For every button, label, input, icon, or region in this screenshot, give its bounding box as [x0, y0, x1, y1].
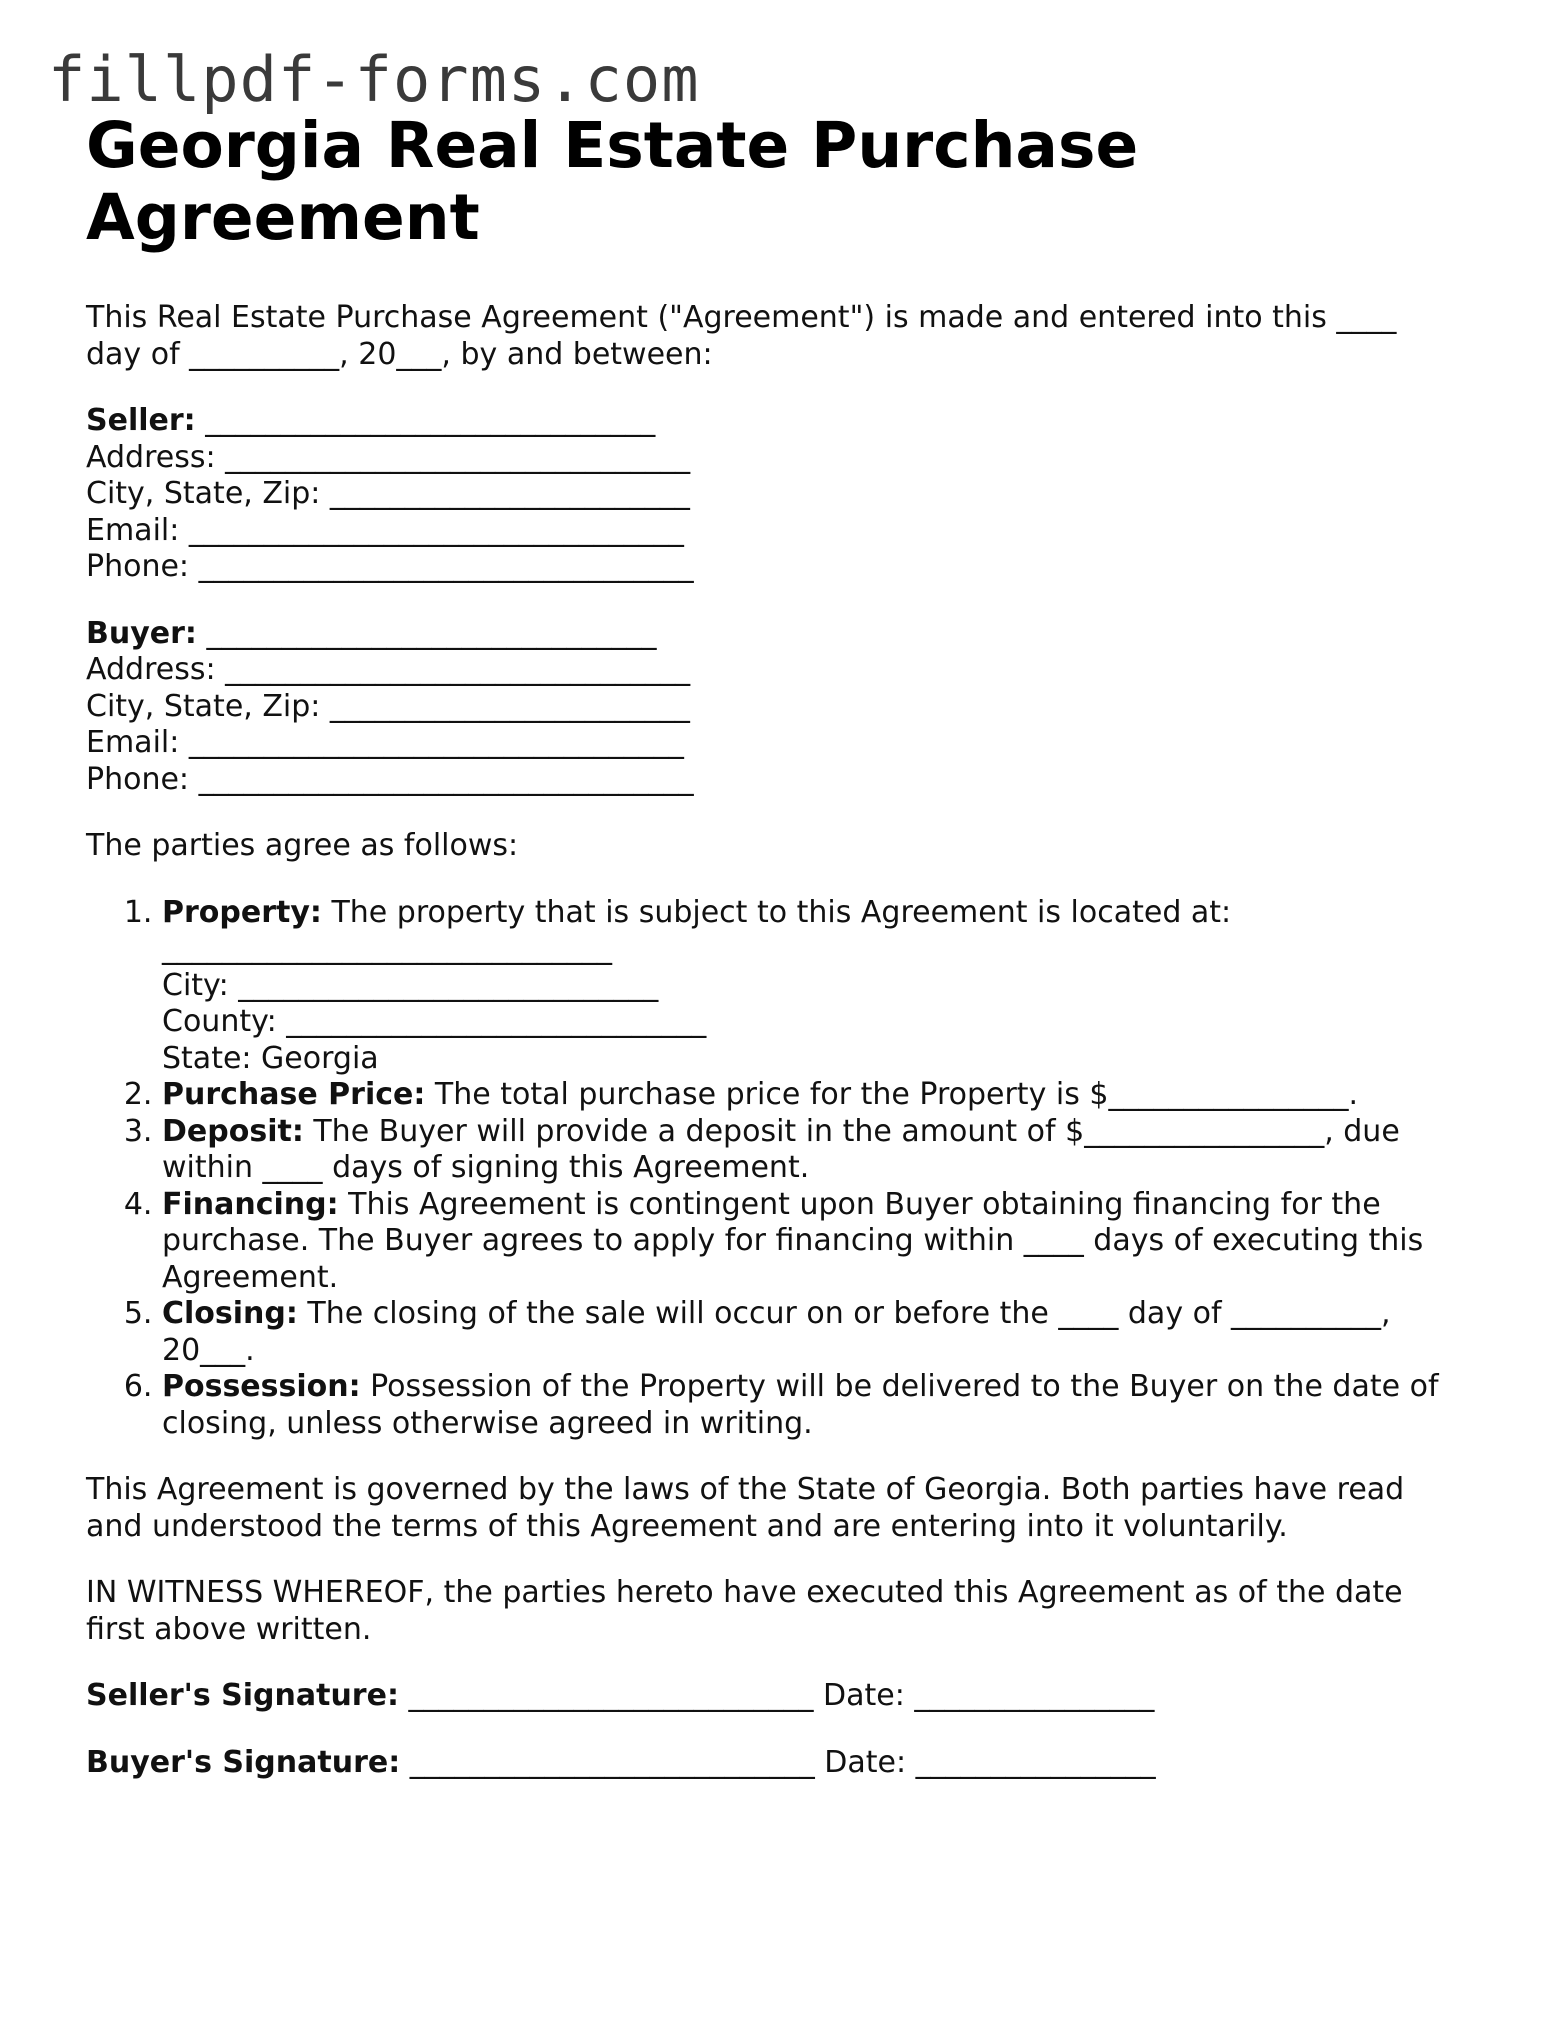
buyer-address: Address: _______________________________	[86, 652, 691, 687]
seller-signature-label: Seller's Signature:	[86, 1678, 399, 1713]
term-property	[162, 895, 1486, 1078]
buyer-signature-blank: ___________________________ Date: ________________	[400, 1744, 1156, 1780]
intro-paragraph: This Real Estate Purchase Agreement ("Agreement") is made and entered into this ____ day of __________, 20___, by and between:	[86, 300, 1397, 372]
buyer-signature-label: Buyer's Signature:	[86, 1744, 401, 1780]
term-possession	[162, 1369, 1486, 1442]
term-label: Purchase Price:	[162, 1077, 426, 1112]
seller-phone: Phone: _________________________________	[86, 549, 694, 584]
governing-law-paragraph: This Agreement is governed by the laws of the State of Georgia. Both parties have read and understood the terms of this Agreement and are entering into it voluntarily.	[86, 1472, 1405, 1544]
buyer-city-state-zip: City, State, Zip: ________________________	[86, 688, 690, 724]
buyer-signature-line	[86, 1745, 1486, 1782]
property-address-blank: ______________________________	[162, 931, 612, 966]
watermark: fillpdf-forms.com	[48, 43, 700, 116]
term-label: Possession:	[162, 1369, 361, 1404]
term-purchase-price	[162, 1077, 1486, 1114]
term-text: Possession of the Property will be delivered to the Buyer on the date of closing, unless otherwise agreed in writing.	[162, 1369, 1439, 1441]
term-deposit	[162, 1114, 1486, 1187]
document	[86, 110, 1486, 1781]
term-label: Closing:	[162, 1296, 298, 1331]
buyer-phone: Phone: _________________________________	[86, 761, 694, 797]
term-text: The Buyer will provide a deposit in the amount of $________________, due within ____ days of signing this Agreement.	[162, 1113, 1400, 1185]
buyer-name-blank: ______________________________	[196, 615, 657, 651]
term-text: This Agreement is contingent upon Buyer obtaining financing for the purchase. The Buyer agrees to apply for financing within ____ days of executing this Agreement.	[162, 1186, 1424, 1295]
seller-label: Seller:	[86, 403, 196, 438]
seller-name-blank: ______________________________	[195, 403, 656, 438]
seller-signature-line	[86, 1678, 1486, 1715]
term-label: Deposit:	[162, 1113, 304, 1149]
seller-block	[86, 403, 1486, 586]
property-county: County: ____________________________	[162, 1004, 707, 1039]
term-text: The property that is subject to this Agreement is located at:	[321, 894, 1232, 930]
seller-city-state-zip: City, State, Zip: ________________________	[86, 476, 690, 511]
seller-name-line	[86, 403, 1486, 440]
term-label: Financing:	[162, 1186, 339, 1222]
property-city: City: ____________________________	[162, 967, 659, 1003]
term-label: Property:	[162, 894, 322, 930]
witness-paragraph: IN WITNESS WHEREOF, the parties hereto have executed this Agreement as of the date first above written.	[86, 1575, 1403, 1647]
document-title: Georgia Real Estate Purchase Agreement	[86, 109, 1139, 254]
term-closing	[162, 1296, 1486, 1369]
seller-address: Address: _______________________________	[86, 439, 691, 475]
buyer-block	[86, 616, 1486, 799]
buyer-email: Email: _________________________________	[86, 725, 684, 760]
agree-intro: The parties agree as follows:	[86, 828, 519, 863]
term-text: The total purchase price for the Property is $________________.	[425, 1077, 1358, 1112]
seller-email: Email: _________________________________	[86, 512, 684, 548]
term-text: The closing of the sale will occur on or before the ____ day of __________, 20___.	[162, 1296, 1391, 1368]
property-state: State: Georgia	[162, 1040, 379, 1076]
buyer-label: Buyer:	[86, 615, 197, 651]
terms-list	[86, 895, 1486, 1443]
terms-list-wrapper	[86, 895, 1486, 1443]
seller-signature-blank: ___________________________ Date: ________________	[398, 1678, 1155, 1713]
term-financing	[162, 1187, 1486, 1297]
buyer-name-line	[86, 616, 1486, 653]
